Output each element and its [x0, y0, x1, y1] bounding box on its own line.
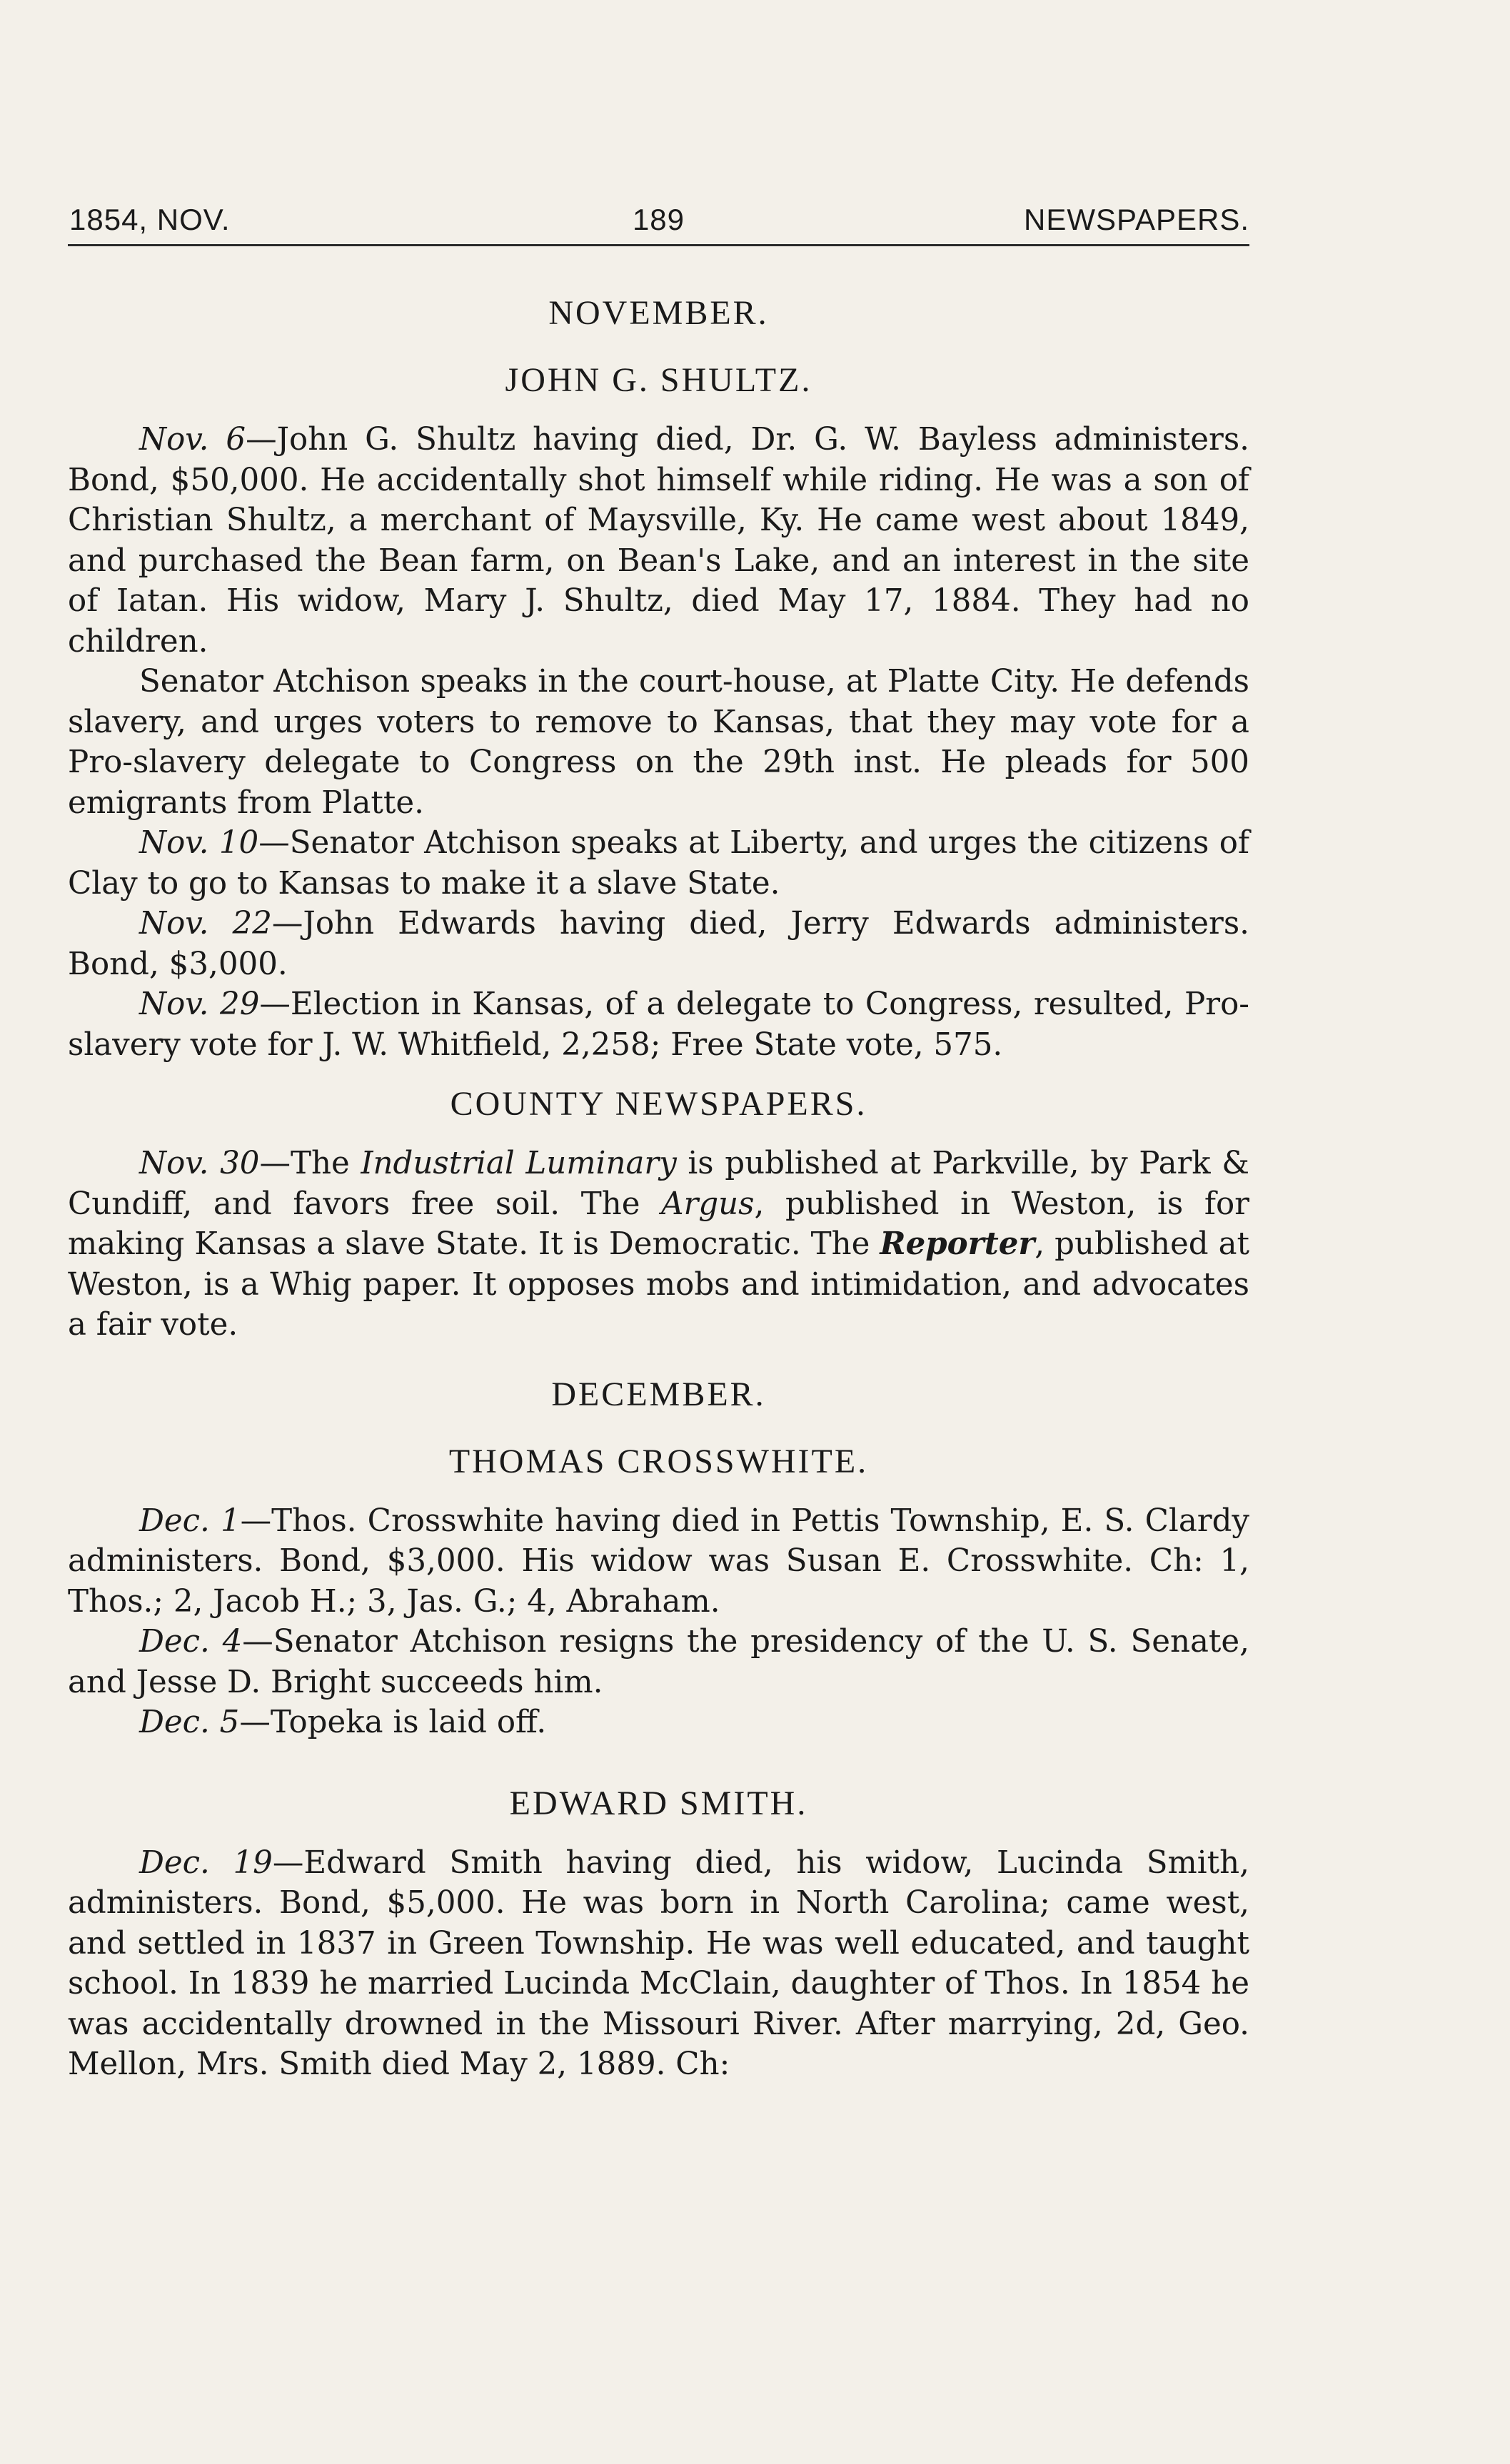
month-heading-december: DECEMBER. — [551, 1375, 766, 1413]
entry-text: —Election in Kansas, of a delegate to Congress, resulted, Pro-slavery vote for J. W. Whitfield, 2,258; Free State vote, 575. — [68, 986, 1249, 1063]
entry-text: —John Edwards having died, Jerry Edwards administers. Bond, $3,000. — [68, 906, 1249, 982]
section-heading-shultz: JOHN G. SHULTZ. — [505, 361, 812, 399]
entry-date: Nov. 10 — [139, 825, 259, 861]
month-heading-november: NOVEMBER. — [548, 294, 769, 332]
running-head-right: NEWSPAPERS. — [1024, 203, 1249, 236]
entry-date: Dec. 5 — [139, 1705, 240, 1740]
entry-dec-19 — [68, 1843, 1249, 2085]
entry-text: —John G. Shultz having died, Dr. G. W. Bayless administers. Bond, $50,000. He accidentally shot himself while riding. He was a son of Christian Shultz, a merchant of Maysville, Ky. He came west about 1849, and purchased the Bean farm, on Bean's Lake, and an interest in the site of Iatan. His widow, Mary J. Shultz, died May 17, 1884. They had no children. — [68, 422, 1249, 660]
entry-text: Senator Atchison speaks in the court-house, at Platte City. He defends slavery, and urges voters to remove to Kansas, that they may vote for a Pro-slavery delegate to Congress on the 29th inst. He pleads for 500 emigrants from Platte. — [68, 664, 1249, 821]
entry-dec-1 — [68, 1501, 1249, 1622]
section-spacer — [68, 1743, 1249, 1764]
running-head — [68, 198, 1249, 246]
entry-dec-5 — [68, 1702, 1249, 1743]
entry-date: Dec. 1 — [139, 1503, 241, 1539]
newspaper-title: Argus — [661, 1186, 755, 1222]
entry-date: Nov. 30 — [139, 1146, 260, 1181]
newspaper-title: Industrial Luminary — [361, 1146, 677, 1181]
entry-text: —Senator Atchison speaks at Liberty, and urges the citizens of Clay to go to Kansas to make it a slave State. — [68, 825, 1249, 902]
entry-date: Nov. 6 — [139, 422, 246, 458]
book-page — [68, 0, 1249, 2464]
entry-text: is published at Parkville, by Park & Cundiff, and favors free soil. The — [68, 1146, 1249, 1222]
entry-nov-6 — [68, 420, 1249, 662]
section-spacer — [68, 1345, 1249, 1367]
section-heading-county-newspapers: COUNTY NEWSPAPERS. — [450, 1085, 867, 1123]
entry-text: , published at Weston, is a Whig paper. It opposes mobs and intimidation, and advocates a fair vote. — [68, 1226, 1249, 1343]
entry-dec-4 — [68, 1622, 1249, 1702]
entry-date: Nov. 22 — [139, 906, 272, 941]
running-head-left: 1854, NOV. — [69, 203, 231, 236]
body-text — [68, 286, 1249, 2085]
newspaper-title: Reporter — [880, 1226, 1035, 1262]
entry-text: —Senator Atchison resigns the presidency of the U. S. Senate, and Jesse D. Bright succeeds him. — [68, 1624, 1249, 1700]
entry-text: —Edward Smith having died, his widow, Lucinda Smith, administers. Bond, $5,000. He was born in North Carolina; came west, and settled in 1837 in Green Township. He was well educated, and taught school. In 1839 he married Lucinda McClain, daughter of Thos. In 1854 he was accidentally drowned in the Missouri River. After marrying, 2d, Geo. Mellon, Mrs. Smith died May 2, 1889. Ch: — [68, 1844, 1249, 2082]
entry-date: Nov. 29 — [139, 986, 260, 1022]
entry-atchison-platte — [68, 662, 1249, 823]
entry-text: —The — [259, 1146, 361, 1181]
entry-date: Dec. 19 — [139, 1844, 273, 1881]
entry-nov-22 — [68, 904, 1249, 984]
section-heading-crosswhite: THOMAS CROSSWHITE. — [448, 1442, 869, 1480]
entry-nov-10 — [68, 823, 1249, 904]
entry-text: —Topeka is laid off. — [239, 1705, 547, 1740]
entry-text: , published in Weston, is for making Kansas a slave State. It is Democratic. The — [68, 1186, 1249, 1262]
page-number: 189 — [632, 203, 685, 236]
entry-date: Dec. 4 — [139, 1624, 243, 1660]
section-heading-smith: EDWARD SMITH. — [509, 1784, 808, 1822]
entry-text: —Thos. Crosswhite having died in Pettis Township, E. S. Clardy administers. Bond, $3,000. His widow was Susan E. Crosswhite. Ch: 1, Thos.; 2, Jacob H.; 3, Jas. G.; 4, Abraham. — [68, 1503, 1249, 1620]
entry-nov-30 — [68, 1143, 1249, 1345]
entry-nov-29 — [68, 984, 1249, 1065]
